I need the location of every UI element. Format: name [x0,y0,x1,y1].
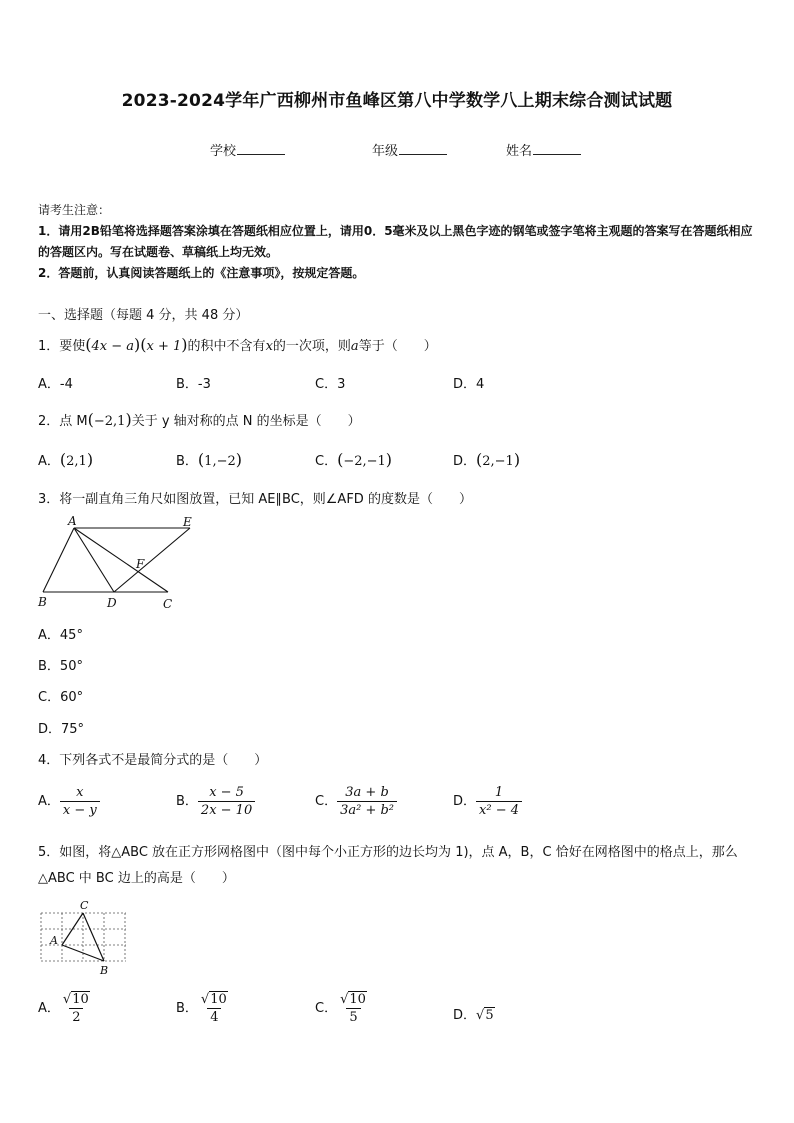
page-title: 2023-2024学年广西柳州市鱼峰区第八中学数学八上期末综合测试试题 [121,91,673,111]
q1-option-d[interactable]: D．4 [453,377,485,392]
q5-grid-figure [36,900,132,978]
segment-de [114,528,190,592]
q5-option-a[interactable]: A． $\frac{√10}{2}$ [38,992,89,1025]
notice-item-1: 1．请用2B铅笔将选择题答案涂填在答题纸相应位置上，请用0．5毫米及以上黑色字迹的钢笔或签字笔将主观题的答案写在答题纸相应的答题区内。写在试题卷、草稿纸上均无效。 [38,224,753,259]
label-b: B [38,595,47,609]
label-e: E [183,515,192,529]
q1-var-x: x [265,339,273,354]
q1-option-c[interactable]: C．3 [315,377,346,392]
q3-option-b[interactable]: B．50° [38,659,83,674]
label-f: F [136,557,145,571]
q1-option-a[interactable]: A．-4 [38,377,73,392]
q5-option-b[interactable]: B． $\frac{√10}{4}$ [176,992,227,1025]
q4-option-c[interactable]: C． $\frac{3a + b}{\text{3a² + b²}}$ [315,785,397,818]
label-b: B [100,964,109,977]
grade-blank [399,142,447,155]
question-5: 5．如图，将△ABC 放在正方形网格图中（图中每个小正方形的边长均为 1)，点 A，B，C 恰好在网格图中的格点上，那么△ABC 中 BC 边上的高是（ ） [38,845,738,886]
notice-item-2: 2．答题前，认真阅读答题纸上的《注意事项》，按规定答题。 [38,266,365,280]
q1-var-a: a [350,339,359,354]
label-c: C [163,597,173,611]
label-c: C [80,900,89,912]
school-blank [237,142,285,155]
segment-ac [74,528,168,592]
q5-option-d[interactable]: D．√5 [453,1008,494,1023]
q1-expr-b: x + 1 [146,339,182,354]
name-label: 姓名 [506,144,533,159]
question-4: 4．下列各式不是最简分式的是（ ） [38,753,268,768]
q1-mid2: 的一次项，则 [272,339,351,354]
question-1: 1．要使(4x − a)(x + 1)的积中不含有x的一次项，则a等于（ ） [38,335,437,354]
q4-option-d[interactable]: D． $\frac{1}{\text{x² − 4}}$ [453,785,522,818]
notice-heading: 请考生注意： [38,203,111,217]
school-field [210,140,285,159]
q1-option-b[interactable]: B．-3 [176,377,211,392]
q1-end: 等于（ ） [358,339,437,354]
q1-prefix: 1．要使 [38,339,86,354]
question-2: 2．点 M(−2,1)关于 y 轴对称的点 N 的坐标是（ ） [38,410,361,429]
q3-option-a[interactable]: A．45° [38,628,83,643]
segment-ad [74,528,114,592]
grade-field [372,140,447,159]
school-label: 学校 [210,144,237,159]
q2-point: −2,1 [93,414,126,429]
q1-mid: 的积中不含有 [187,339,266,354]
q3-figure [34,512,204,614]
section-heading: 一、选择题（每题 4 分，共 48 分） [38,308,249,323]
q4-option-a[interactable]: A． $\frac{x}{x - y}$ [38,785,100,818]
q2-option-b[interactable]: B．(1,−2) [176,450,242,469]
label-d: D [107,596,117,610]
name-field [506,140,581,159]
name-blank [533,142,581,155]
segment-ab [43,528,74,592]
label-a: A [68,514,77,528]
q2-option-d[interactable]: D．(2,−1) [453,450,521,469]
q2-option-a[interactable]: A．(2,1) [38,450,94,469]
q5-option-c[interactable]: C． $\frac{√10}{5}$ [315,992,366,1025]
q3-option-c[interactable]: C．60° [38,690,84,705]
q4-option-b[interactable]: B． $\frac{x - 5}{2x - 10}$ [176,785,255,818]
q1-expr-a: 4x − a [91,339,135,354]
question-3: 3．将一副直角三角尺如图放置，已知 AE∥BC，则∠AFD 的度数是（ ） [38,492,472,507]
q3-option-d[interactable]: D．75° [38,722,85,737]
q2-option-c[interactable]: C．(−2,−1) [315,450,393,469]
label-a: A [50,934,58,947]
grade-label: 年级 [372,144,399,159]
q2-prefix: 2．点 M [38,414,88,429]
q2-suffix: 关于 y 轴对称的点 N 的坐标是（ ） [131,414,361,429]
